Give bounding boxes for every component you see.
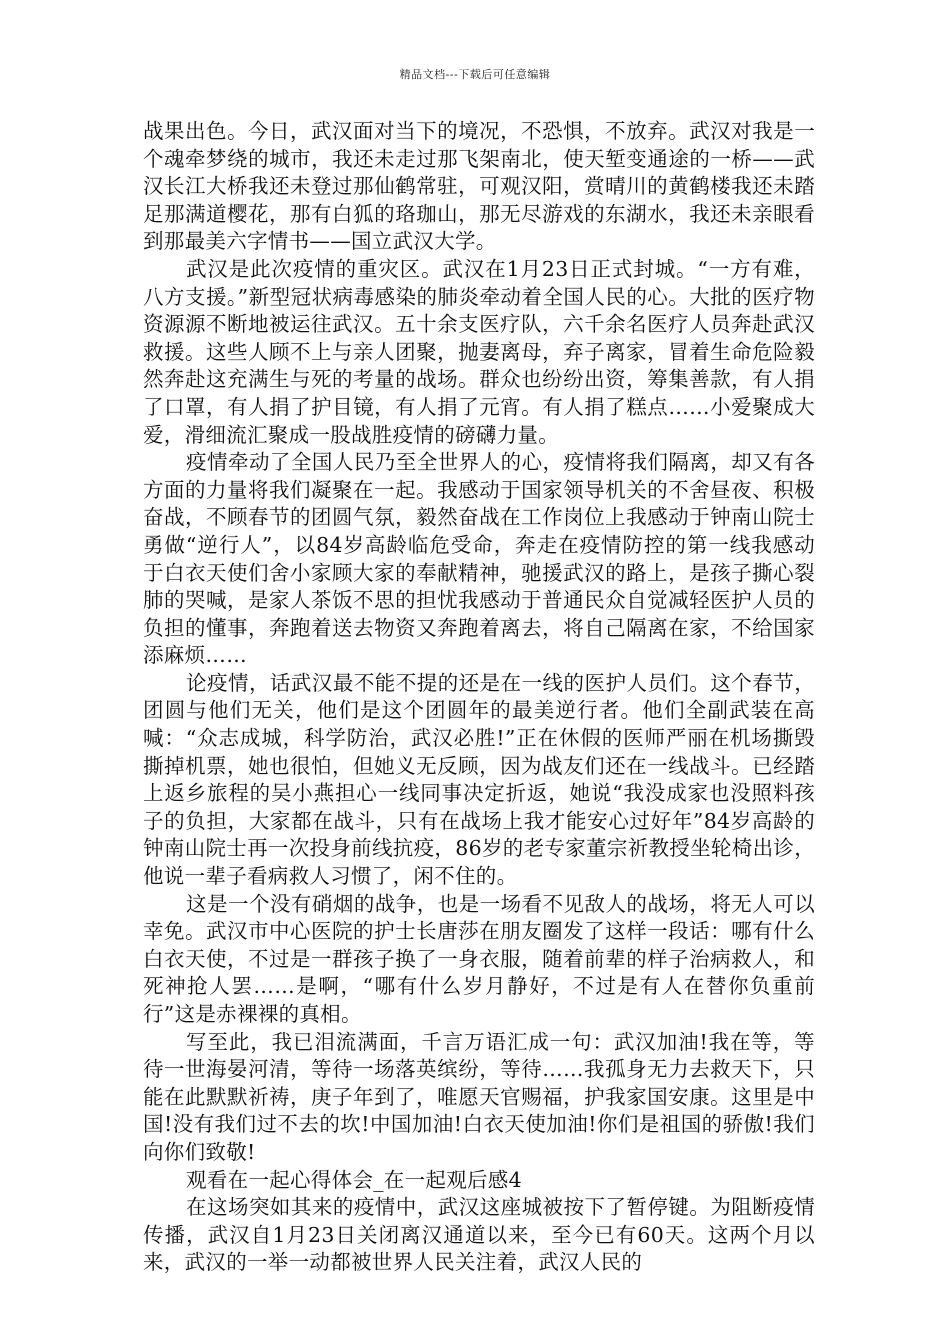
paragraph-4: 论疫情，话武汉最不能不提的还是在一线的医护人员们。这个春节，团圆与他们无关，他们是这个团圆年的最美逆行者。他们全副武装在高喊：“众志成城，科学防治，武汉必胜!”正在休假的医师严丽在机场撕毁撕掉机票，她也很怕，但她义无反顾，因为战友们还在一线战斗。已经踏上返乡旅程的吴小燕担心一线同事决定折返，她说“我没成家也没照料孩子的负担，大家都在战斗，只有在战场上我才能安心过好年”84岁高龄的钟南山院士再一次投身前线抗疫，86岁的老专家董宗祈教授坐轮椅出诊，他说一辈子看病救人习惯了，闲不住的。 — [143, 670, 815, 889]
paragraph-5: 这是一个没有硝烟的战争，也是一场看不见敌人的战场，将无人可以幸免。武汉市中心医院的护士长唐莎在朋友圈发了这样一段话：哪有什么白衣天使，不过是一群孩子换了一身衣服，随着前辈的样子治病救人，和死神抢人罢……是啊，“哪有什么岁月静好，不过是有人在替你负重前行”这是赤裸裸的真相。 — [143, 891, 815, 1026]
paragraph-3: 疫情牵动了全国人民乃至全世界人的心，疫情将我们隔离，却又有各方面的力量将我们凝聚在一起。我感动于国家领导机关的不舍昼夜、积极奋战，不顾春节的团圆气氛，毅然奋战在工作岗位上我感动于钟南山院士勇做“逆行人”，以84岁高龄临危受命，奔走在疫情防控的第一线我感动于白衣天使们舍小家顾大家的奉献精神，驰援武汉的路上，是孩子撕心裂肺的哭喊，是家人茶饭不思的担忧我感动于普通民众自觉减轻医护人员的负担的懂事，奔跑着送去物资又奔跑着离去，将自己隔离在家，不给国家添麻烦…… — [143, 450, 815, 668]
section-heading: 观看在一起心得体会_在一起观后感4 — [186, 1167, 522, 1192]
paragraph-6: 写至此，我已泪流满面，千言万语汇成一句：武汉加油!我在等，等待一世海晏河清，等待一场落英缤纷，等待……我孤身无力去救天下，只能在此默默祈祷，庚子年到了，唯愿天官赐福，护我家国安康。这里是中国!没有我们过不去的坎!中国加油!白衣天使加油!你们是祖国的骄傲!我们向你们致敬! — [143, 1029, 815, 1164]
paragraph-7: 在这场突如其来的疫情中，武汉这座城被按下了暂停键。为阻断疫情传播，武汉自1月23日关闭离汉通道以来，至今已有60天。这两个月以来，武汉的一举一动都被世界人民关注着，武汉人民的 — [143, 1195, 815, 1275]
page-header: 精品文档---下载后可任意编辑 — [399, 68, 551, 81]
paragraph-2: 武汉是此次疫情的重灾区。武汉在1月23日正式封城。“一方有难，八方支援。”新型冠状病毒感染的肺炎牵动着全国人民的心。大批的医疗物资源源不断地被运往武汉。五十余支医疗队，六千余名医疗人员奔赴武汉救援。这些人顾不上与亲人团聚，抛妻离母，弃子离家，冒着生命危险毅然奔赴这充满生与死的考量的战场。群众也纷纷出资，筹集善款，有人捐了口罩，有人捐了护目镜，有人捐了元宵。有人捐了糕点……小爱聚成大爱，滑细流汇聚成一股战胜疫情的磅礴力量。 — [143, 256, 815, 447]
paragraph-1: 战果出色。今日，武汉面对当下的境况，不恐惧，不放弃。武汉对我是一个魂牵梦绕的城市，我还未走过那飞架南北，使天堑变通途的一桥——武汉长江大桥我还未登过那仙鹤常驻，可观汉阳，赏晴川的黄鹤楼我还未踏足那满道樱花，那有白狐的珞珈山，那无尽游戏的东湖水，我还未亲眼看到那最美六字情书——国立武汉大学。 — [143, 119, 815, 254]
document-body — [143, 118, 815, 1277]
